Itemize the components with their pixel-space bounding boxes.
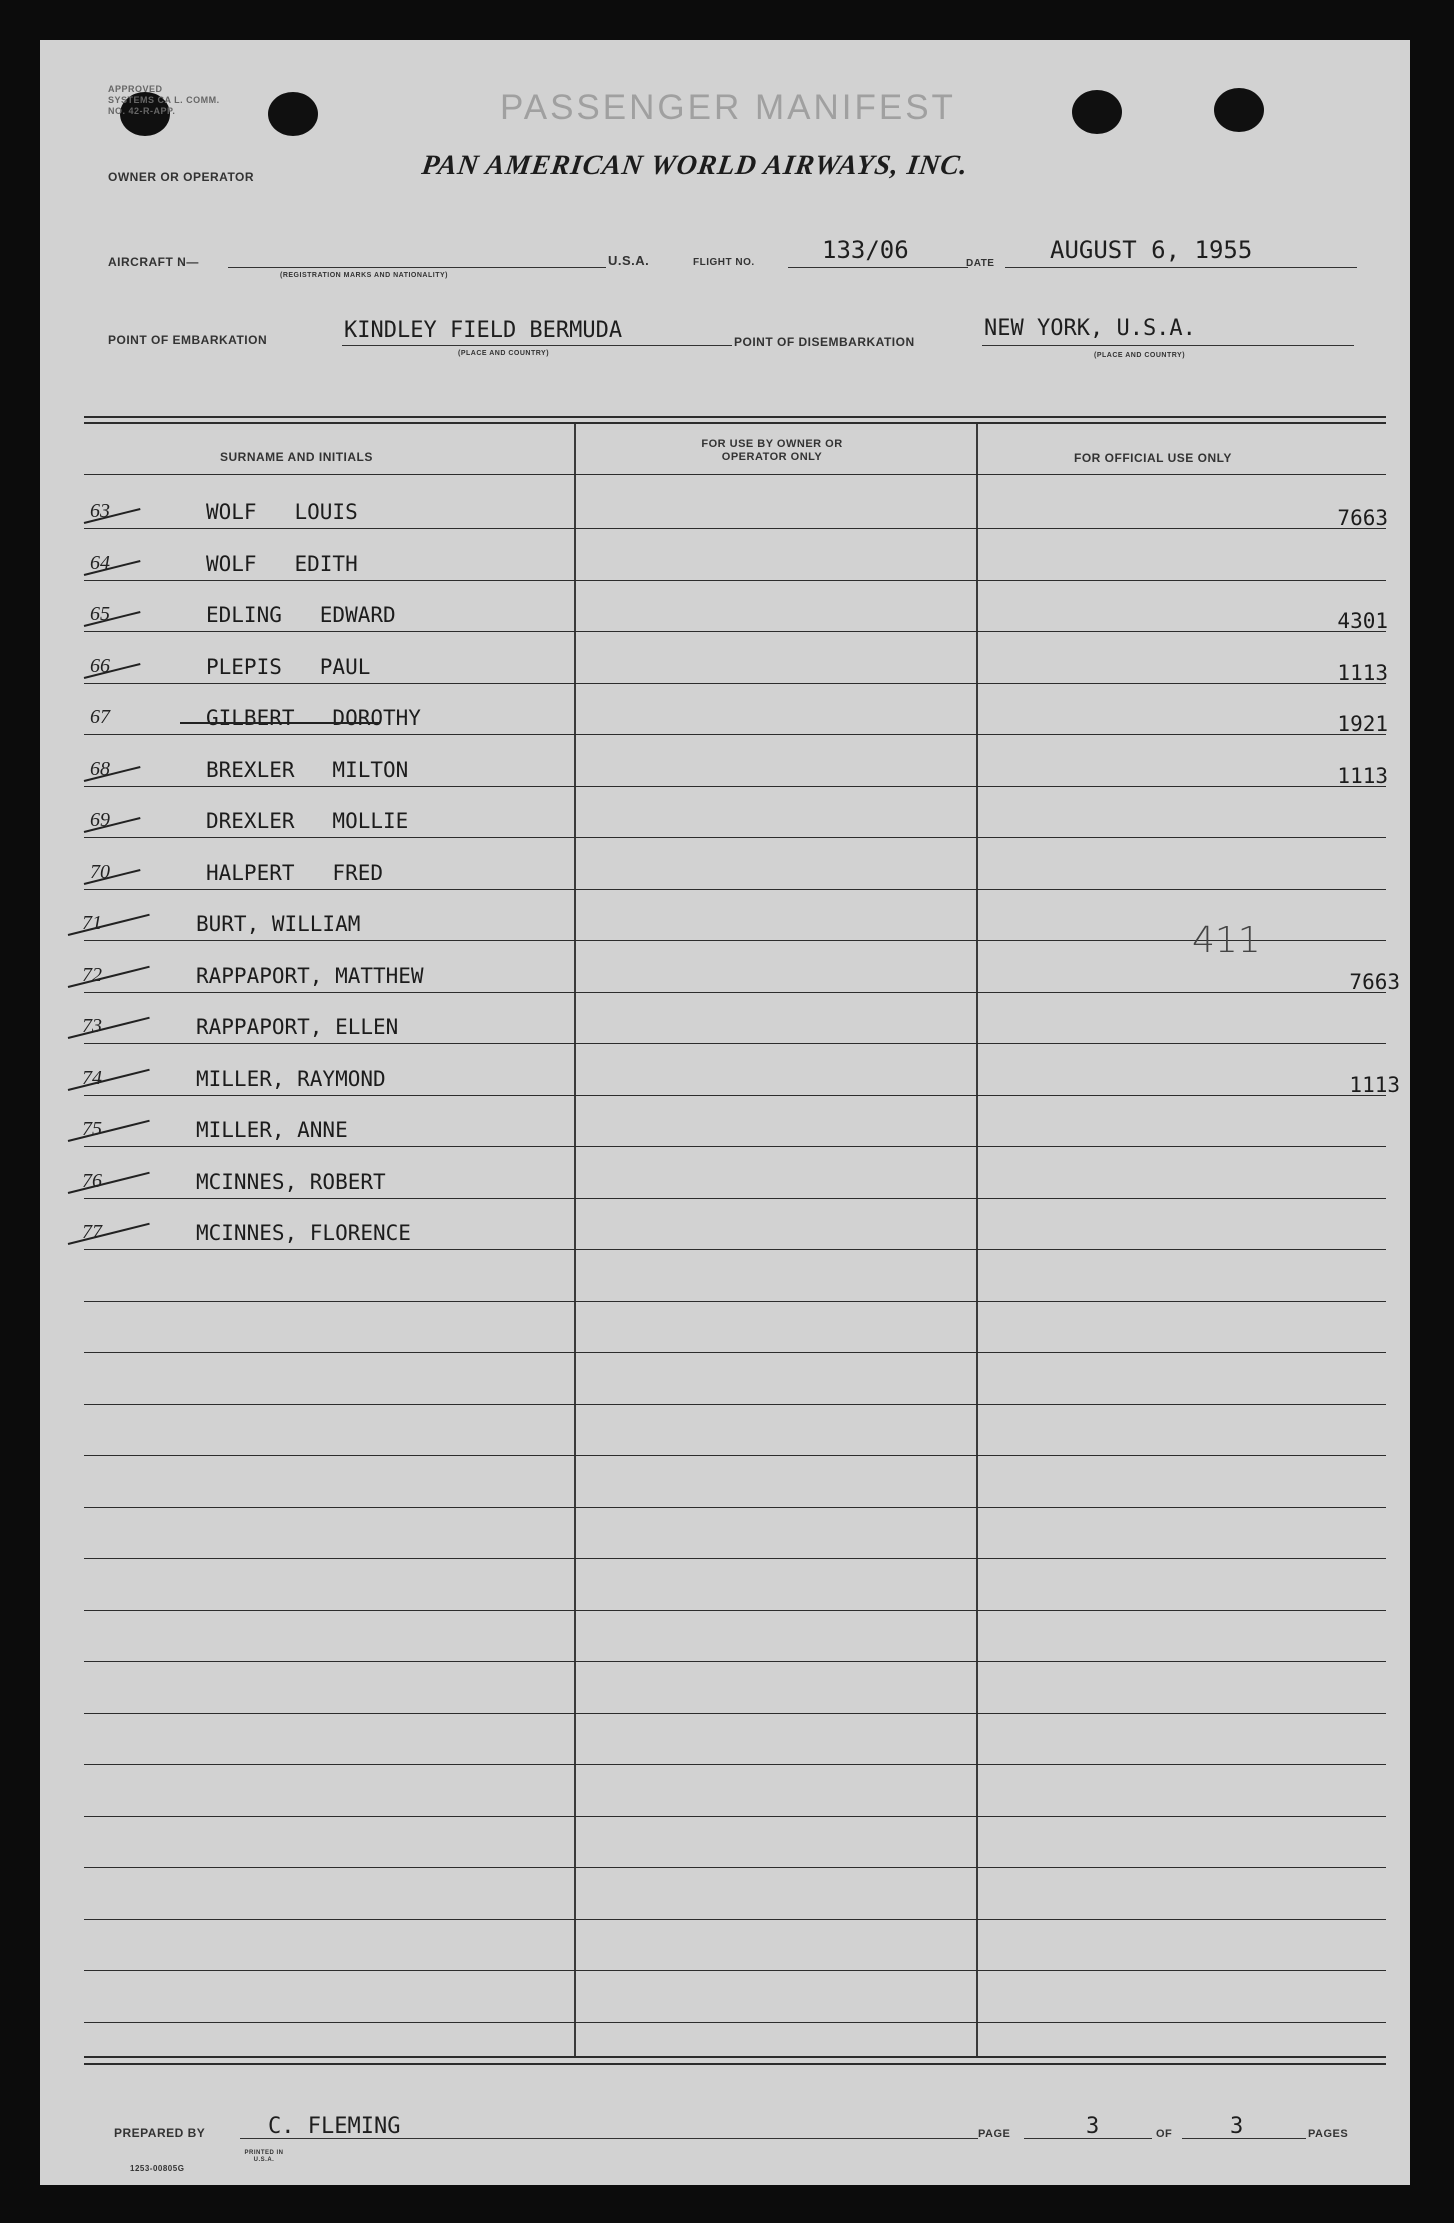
official-code: 1113 — [1349, 1073, 1400, 1097]
official-code: 1113 — [1337, 764, 1388, 788]
ruled-line — [84, 1610, 1386, 1611]
prepared-by: C. FLEMING — [268, 2114, 401, 2139]
passenger-name: EDLING EDWARD — [206, 603, 396, 627]
row-number: 67 — [90, 706, 110, 728]
ruled-line — [84, 631, 1386, 632]
ruled-line — [84, 1764, 1386, 1765]
ruled-line — [84, 1146, 1386, 1147]
flight-number: 133/06 — [822, 236, 909, 264]
flight-line — [788, 267, 968, 268]
date-value: AUGUST 6, 1955 — [1050, 236, 1253, 264]
row-number: 63 — [90, 500, 110, 522]
passenger-name: BURT, WILLIAM — [196, 912, 361, 936]
usa-label: U.S.A. — [608, 253, 650, 268]
passenger-name: GILBERT DOROTHY — [206, 706, 421, 730]
printed-mark: PRINTED IN U.S.A. — [244, 2150, 284, 2163]
table-bottom-rule-2 — [84, 2063, 1386, 2065]
ruled-line — [84, 786, 1386, 787]
ruled-line — [84, 1970, 1386, 1971]
ruled-line — [84, 1301, 1386, 1302]
approval-stamp — [108, 84, 220, 117]
column-divider-2 — [976, 424, 978, 2056]
row-number: 69 — [90, 809, 110, 831]
ruled-line — [84, 1867, 1386, 1868]
row-number: 74 — [82, 1067, 102, 1089]
ruled-line — [84, 837, 1386, 838]
approval-stamp-line3: NO. 42-R-APP. — [108, 106, 176, 116]
approval-stamp-line1: APPROVED — [108, 84, 163, 94]
passenger-name: HALPERT FRED — [206, 861, 384, 885]
passenger-name: MILLER, ANNE — [196, 1118, 348, 1142]
ruled-line — [84, 474, 1386, 475]
disembark-line — [982, 345, 1354, 346]
column-header-owner: FOR USE BY OWNER OR OPERATOR ONLY — [701, 438, 843, 463]
passenger-name: WOLF LOUIS — [206, 500, 358, 524]
ruled-line — [84, 1043, 1386, 1044]
row-number: 68 — [90, 758, 110, 780]
ruled-line — [84, 580, 1386, 581]
passenger-name: PLEPIS PAUL — [206, 655, 371, 679]
row-number: 65 — [90, 603, 110, 625]
ruled-line — [84, 734, 1386, 735]
official-code: 4301 — [1337, 609, 1388, 633]
passenger-name: MILLER, RAYMOND — [196, 1067, 386, 1091]
official-code: 1113 — [1337, 661, 1388, 685]
column-header-surname: SURNAME AND INITIALS — [220, 450, 373, 464]
passenger-name: MCINNES, ROBERT — [196, 1170, 386, 1194]
owner-label: OWNER OR OPERATOR — [108, 170, 255, 184]
operator-name: PAN AMERICAN WORLD AIRWAYS, INC. — [419, 150, 971, 181]
manifest-sheet — [40, 40, 1410, 2185]
table-top-rule-2 — [84, 422, 1386, 424]
ruled-line — [84, 2022, 1386, 2023]
disembark-value: NEW YORK, U.S.A. — [984, 316, 1196, 341]
approval-stamp-line2: SYSTEMS CA L. COMM. — [108, 95, 220, 105]
page-label: PAGE — [978, 2128, 1011, 2140]
official-code: 1921 — [1337, 712, 1388, 736]
passenger-name: RAPPAPORT, ELLEN — [196, 1015, 399, 1039]
passenger-name: DREXLER MOLLIE — [206, 809, 409, 833]
embark-value: KINDLEY FIELD BERMUDA — [344, 318, 623, 343]
ruled-line — [84, 992, 1386, 993]
aircraft-line — [228, 267, 606, 268]
column-divider-1 — [574, 424, 576, 2056]
disembark-label: POINT OF DISEMBARKATION — [734, 335, 915, 349]
table-top-rule-1 — [84, 416, 1386, 418]
ruled-line — [84, 1507, 1386, 1508]
date-line — [1005, 267, 1357, 268]
ruled-line — [84, 1404, 1386, 1405]
flight-label: FLIGHT NO. — [693, 257, 755, 268]
punch-hole-4 — [1214, 88, 1264, 132]
passenger-name: WOLF EDITH — [206, 552, 358, 576]
row-number: 76 — [82, 1170, 102, 1192]
row-number: 64 — [90, 552, 110, 574]
ruled-line — [84, 1713, 1386, 1714]
ruled-line — [84, 1816, 1386, 1817]
prepared-label: PREPARED BY — [114, 2126, 206, 2140]
ruled-line — [84, 1095, 1386, 1096]
ruled-line — [84, 528, 1386, 529]
date-label: DATE — [966, 258, 995, 269]
ruled-line — [84, 1661, 1386, 1662]
embark-line — [342, 345, 732, 346]
ruled-line — [84, 889, 1386, 890]
row-number: 66 — [90, 655, 110, 677]
total-pages: 3 — [1230, 2114, 1244, 2139]
handwritten-note: 411 — [1192, 920, 1261, 961]
ruled-line — [84, 1198, 1386, 1199]
passenger-name: BREXLER MILTON — [206, 758, 409, 782]
embark-label: POINT OF EMBARKATION — [108, 333, 268, 347]
of-line — [1182, 2138, 1306, 2139]
ruled-line — [84, 1352, 1386, 1353]
ruled-line — [84, 1455, 1386, 1456]
row-number: 77 — [82, 1221, 102, 1243]
pages-label: PAGES — [1308, 2128, 1349, 2140]
page-number: 3 — [1086, 2114, 1100, 2139]
of-label: OF — [1156, 2128, 1173, 2140]
official-code: 7663 — [1349, 970, 1400, 994]
punch-hole-2 — [268, 92, 318, 136]
name-strikethrough — [180, 722, 380, 724]
punch-hole-3 — [1072, 90, 1122, 134]
row-number: 73 — [82, 1015, 102, 1037]
passenger-name: MCINNES, FLORENCE — [196, 1221, 411, 1245]
column-header-official: FOR OFFICIAL USE ONLY — [1074, 451, 1232, 465]
ruled-line — [84, 683, 1386, 684]
ruled-line — [84, 1558, 1386, 1559]
table-bottom-rule-1 — [84, 2056, 1386, 2058]
ruled-line — [84, 940, 1386, 941]
form-number: 1253-00805G — [130, 2164, 185, 2173]
row-number: 71 — [82, 912, 102, 934]
row-number: 72 — [82, 964, 102, 986]
row-number: 70 — [90, 861, 110, 883]
official-code: 7663 — [1337, 506, 1388, 530]
ruled-line — [84, 1249, 1386, 1250]
aircraft-label: AIRCRAFT N— — [108, 255, 199, 269]
aircraft-sublabel: (REGISTRATION MARKS AND NATIONALITY) — [280, 272, 448, 279]
passenger-name: RAPPAPORT, MATTHEW — [196, 964, 424, 988]
form-title: PASSENGER MANIFEST — [500, 88, 956, 127]
disembark-sublabel: (PLACE AND COUNTRY) — [1094, 352, 1186, 359]
embark-sublabel: (PLACE AND COUNTRY) — [458, 350, 550, 357]
ruled-line — [84, 1919, 1386, 1920]
row-number: 75 — [82, 1118, 102, 1140]
